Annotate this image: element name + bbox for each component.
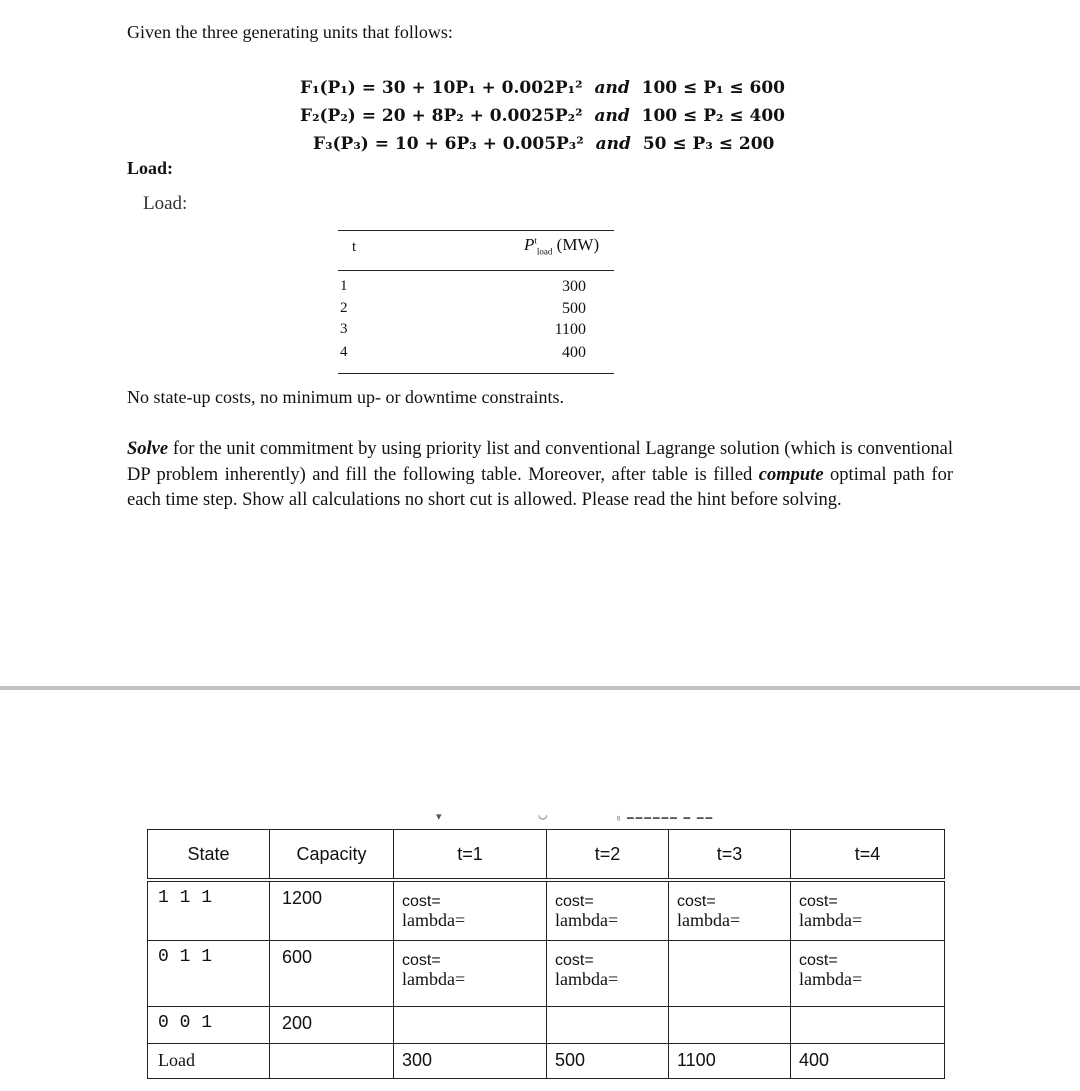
result-cell-t4[interactable] <box>791 940 945 1006</box>
load-value-t4: 400 <box>791 1043 945 1078</box>
load-row-p: 500 <box>562 300 586 317</box>
cost-label: cost= <box>799 951 838 969</box>
result-cell-t2-empty[interactable] <box>547 1006 669 1043</box>
header-t4: t=4 <box>791 830 945 881</box>
load-p-unit: (MW) <box>556 235 600 254</box>
load-row-t: 1 <box>340 278 348 294</box>
load-value-t1: 300 <box>394 1043 547 1078</box>
load-row-p: 400 <box>562 344 586 361</box>
load-p-sup: t <box>534 235 537 246</box>
capacity-cell: 1200 <box>270 880 394 940</box>
result-cell-t4-empty[interactable] <box>791 1006 945 1043</box>
cost-label: cost= <box>555 951 594 969</box>
solve-instructions <box>127 437 953 514</box>
equation-unit-3 <box>300 130 785 158</box>
cost-label: cost= <box>799 893 838 910</box>
page-separator <box>0 686 1080 690</box>
load-capacity-empty <box>270 1043 394 1078</box>
header-state: State <box>148 830 270 881</box>
header-capacity: Capacity <box>270 830 394 881</box>
equation-unit-1 <box>300 74 785 102</box>
result-cell-t2[interactable] <box>547 940 669 1006</box>
table-row <box>148 880 945 940</box>
header-t1: t=1 <box>394 830 547 881</box>
lambda-label: lambda= <box>799 968 863 989</box>
load-table-col-p <box>524 235 599 256</box>
cost-label: cost= <box>677 893 716 910</box>
equation-2-cost: F₂(P₂) = 20 + 8P₂ + 0.0025P₂² <box>300 106 583 126</box>
equation-2-limit: 100 ≤ P₂ ≤ 400 <box>641 106 786 126</box>
equation-1-and: and <box>594 78 630 98</box>
cost-label: cost= <box>555 893 594 910</box>
load-row-p: 1100 <box>554 321 586 338</box>
equation-1-cost: F₁(P₁) = 30 + 10P₁ + 0.002P₁² <box>300 78 583 98</box>
load-row <box>148 1043 945 1078</box>
result-cell-t4[interactable] <box>791 880 945 940</box>
equation-unit-2 <box>300 102 785 130</box>
load-p-sub: load <box>536 246 553 257</box>
load-table-header-rule <box>338 270 614 271</box>
result-cell-t3-empty[interactable] <box>669 940 791 1006</box>
equation-3-and: and <box>595 134 631 154</box>
equation-2-and: and <box>594 106 630 126</box>
capacity-cell: 600 <box>270 940 394 1006</box>
load-row-t: 2 <box>340 300 348 316</box>
result-cell-t1-empty[interactable] <box>394 1006 547 1043</box>
load-table <box>338 230 614 374</box>
cropped-caption-fragment: ▾ ◡ ᵍ ━━━━━━ ━ ━━ <box>436 809 715 825</box>
equation-3-cost: F₃(P₃) = 10 + 6P₃ + 0.005P₃² <box>313 134 584 154</box>
load-value-t3: 1100 <box>669 1043 791 1078</box>
result-cell-t3[interactable] <box>669 880 791 940</box>
cost-label: cost= <box>402 951 441 969</box>
lambda-label: lambda= <box>799 910 863 930</box>
unit-commitment-table <box>147 829 945 1079</box>
load-table-col-t: t <box>352 239 357 255</box>
load-label: Load <box>148 1043 270 1078</box>
load-value-t2: 500 <box>547 1043 669 1078</box>
load-row-t: 4 <box>340 344 348 360</box>
state-cell: 0 0 1 <box>148 1006 270 1043</box>
load-row-p: 300 <box>562 278 586 295</box>
intro-text: Given the three generating units that follows: <box>127 22 453 42</box>
capacity-cell: 200 <box>270 1006 394 1043</box>
compute-keyword: compute <box>758 464 824 485</box>
load-heading: Load: <box>143 193 188 214</box>
load-heading-bold: Load: <box>127 158 174 178</box>
equation-1-limit: 100 ≤ P₁ ≤ 600 <box>641 78 786 98</box>
equation-3-limit: 50 ≤ P₃ ≤ 200 <box>642 134 775 154</box>
solve-body: for the unit commitment by using priority list and conventional Lagrange solution (which is conventional DP problem inherently) and fill the following table. Moreover, after table is filled <box>127 439 953 485</box>
lambda-label: lambda= <box>677 910 741 930</box>
load-p-symbol: P <box>524 235 535 254</box>
result-cell-t1[interactable] <box>394 940 547 1006</box>
solve-tail: optimal path for each time step. Show all calculations no short cut is allowed. Please read the hint before solving. <box>127 464 954 510</box>
load-row-t: 3 <box>340 321 348 337</box>
solve-keyword: Solve <box>127 439 169 459</box>
cost-equations <box>300 74 785 158</box>
state-cell: 1 1 1 <box>148 880 270 940</box>
uc-header-row <box>148 830 945 881</box>
table-row <box>148 940 945 1006</box>
header-t2: t=2 <box>547 830 669 881</box>
header-t3: t=3 <box>669 830 791 881</box>
state-cell: 0 1 1 <box>148 940 270 1006</box>
cost-label: cost= <box>402 893 441 910</box>
constraints-note: No state-up costs, no minimum up- or downtime constraints. <box>127 387 564 407</box>
lambda-label: lambda= <box>555 910 619 930</box>
lambda-label: lambda= <box>555 968 619 989</box>
result-cell-t3-empty[interactable] <box>669 1006 791 1043</box>
result-cell-t1[interactable] <box>394 880 547 940</box>
table-row <box>148 1006 945 1043</box>
lambda-label: lambda= <box>402 968 466 989</box>
lambda-label: lambda= <box>402 910 466 930</box>
result-cell-t2[interactable] <box>547 880 669 940</box>
